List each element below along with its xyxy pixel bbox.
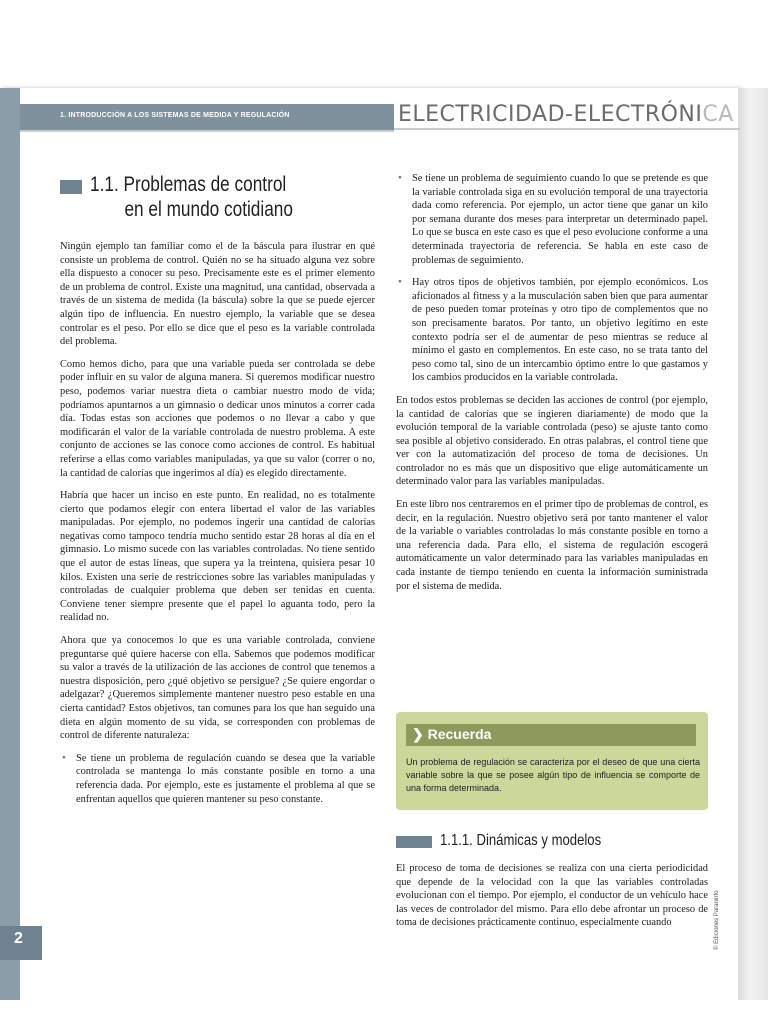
bullet-list: [396, 172, 708, 385]
left-margin-bar: [0, 88, 20, 1000]
bottom-background: [0, 1000, 768, 1024]
paragraph: En todos estos problemas se deciden las acciones de control (por ejemplo, la cantidad de calorías que se ingieren diariamente) de modo que la evolución temporal de la variable controlada (peso) se ajuste tanto como sea posible al objetivo considerado. En otras palabras, el control tiene que ver con la automatización del proceso de toma de decisiones. Un controlador no es más que un dispositivo que elige automáticamente un determinado valor para las variables manipuladas.: [396, 394, 708, 488]
page-number: 2: [14, 930, 23, 947]
left-column: [60, 240, 375, 815]
book-title: [398, 102, 734, 127]
recuerda-text: Un problema de regulación se caracteriza por el deseo de que una cierta variable sobre la que se posee algún tipo de influencia se comporte de una forma determinada.: [406, 757, 700, 793]
paragraph: Ahora que ya conocemos lo que es una variable controlada, conviene preguntarse qué quiere hacerse con ella. Sabemos que podemos modificar su valor a través de la utilización de las acciones de control que tenemos a nuestra disposición, pero ¿qué objetivo se persigue? ¿Se quiere engordar o adelgazar? ¿Queremos simplemente mantener nuestro peso estable en una cierta cantidad? Estos objetivos, tan comunes para los que han seguido una dieta en algún momento de su vida, se corresponden con problemas de control de diferente naturaleza:: [60, 635, 375, 742]
subsection-text-column: [396, 862, 708, 939]
subsection-title: 1.1.1. Dinámicas y modelos: [440, 832, 602, 849]
bullet-item: • Hay otros tipos de objetivos también, por ejemplo económicos. Los aficionados al fitness y a la musculación saben bien que para aumentar de peso pueden tomar proteínas y otro tipo de complementos que no son precisamente baratos. Por tanto, un objetivo legítimo en este contexto podría ser el de aumentar de peso mientras se reduce al mínimo el gasto en complementos. En este caso, no se trata tanto del peso como tal, sino de un intercambio óptimo entre lo que gastamos y los cambios producidos en la variable controlada.: [396, 276, 708, 385]
chapter-label: 1. INTRODUCCIÓN A LOS SISTEMAS DE MEDIDA Y REGULACIÓN: [60, 112, 290, 119]
paragraph: Ningún ejemplo tan familiar como el de la báscula para ilustrar en qué consiste un problema de control. Quién no se ha situado alguna vez sobre ella dispuesto a conocer su peso. Precisamente este es el primer elemento de un problema de control. Existe una magnitud, una cantidad, observada a través de un sistema de medida (la báscula) sobre la que se puede ejercer algún tipo de influencia. En nuestro ejemplo, la variable que se desea controlar es el peso. Por ello se dice que el peso es la variable controlada del problema.: [60, 241, 375, 348]
subsection-square-icon: [396, 836, 432, 848]
bullet-item: • Se tiene un problema de seguimiento cuando lo que se pretende es que la variable controlada siga en su evolución temporal de una trayectoria dada como referencia. Por ejemplo, un actor tiene que ganar un kilo por semana durante dos meses para interpretar un determinado papel. Lo que se busca en este caso es que el peso evolucione conforme a una determinada trayectoria de referencia. Se habla en este caso de problemas de seguimiento.: [396, 172, 708, 267]
section-title-line1: 1.1. Problemas de control: [90, 173, 287, 196]
bullet-list: [60, 752, 375, 806]
paragraph: En este libro nos centraremos en el primer tipo de problemas de control, es decir, en la regulación. Nuestro objetivo será por tanto mantener el valor de la variable o variables controladas lo más constante posible en torno a una referencia dada. Para ello, el sistema de regulación escogerá automáticamente un valor determinado para las variables manipuladas en cada instante de tiempo teniendo en cuenta la información suministrada por el sistema de medida.: [396, 499, 708, 592]
paragraph: El proceso de toma de decisiones se realiza con una cierta periodicidad que depende de la velocidad con la que las variables controladas evolucionan con el tiempo. Por ejemplo, el conductor de un vehículo hace las veces de controlador del mismo. Para ello debe afrontar un proceso de toma de decisiones prácticamente continuo, especialmente cuando: [396, 863, 708, 929]
chevron-right-icon: ❯: [412, 726, 428, 742]
section-square-icon: [60, 180, 82, 194]
bullet-item: • Se tiene un problema de regulación cuando se desea que la variable controlada se mantenga lo más constante posible en torno a una referencia dada. Por ejemplo, este es justamente el problema al que se enfrentan aquellos que quieren mantener su peso constante.: [60, 752, 375, 806]
book-title-fade: CA: [702, 102, 734, 127]
copyright-note: © Ediciones Paraninfo: [714, 890, 720, 950]
recuerda-title: [412, 726, 491, 743]
header-rule: [394, 128, 740, 130]
paragraph: Habría que hacer un inciso en este punto. En realidad, no es totalmente cierto que podamos elegir con entera libertad el valor de las variables manipuladas. Por ejemplo, no podemos ingerir una cantidad de calorías negativas como tampoco tendría mucho sentido estar 28 horas al día en el gimnasio. Lo mismo sucede con las variables controladas. No tiene sentido que el autor de estas líneas, que supera ya la treintena, quisiera pesar 10 kilos. Existen una serie de restricciones sobre las variables manipuladas y controladas de cualquier problema que deben ser tenidas en cuenta. Conviene tener siempre presente que el papel lo aguanta todo, pero la realidad no.: [60, 490, 375, 624]
section-title-line2: en el mundo cotidiano: [124, 198, 293, 221]
page-edge-shadow: [738, 88, 768, 1000]
top-background: [0, 0, 768, 88]
book-title-main: ELECTRICIDAD-ELECTRÓNI: [398, 102, 703, 127]
right-column: [396, 172, 708, 602]
recuerda-title-text: Recuerda: [427, 726, 492, 742]
paragraph: Como hemos dicho, para que una variable pueda ser controlada se debe poder influir en su valor de alguna manera. Si queremos modificar nuestro peso, podemos variar nuestra dieta o cambiar nuestro modo de vida; podríamos apuntarnos a un gimnasio o dedicar unos minutos a correr cada día. Todas estas son acciones que podemos o no llevar a cabo y que modificarán el valor de la variable controlada de nuestro problema. A este conjunto de acciones se las conoce como acciones de control. Es habitual referirse a ellas como variables manipuladas, ya que su valor (correr o no, la cantidad de calorías que ingerimos al día) es elegido directamente.: [60, 358, 375, 479]
section-title: [90, 172, 293, 222]
